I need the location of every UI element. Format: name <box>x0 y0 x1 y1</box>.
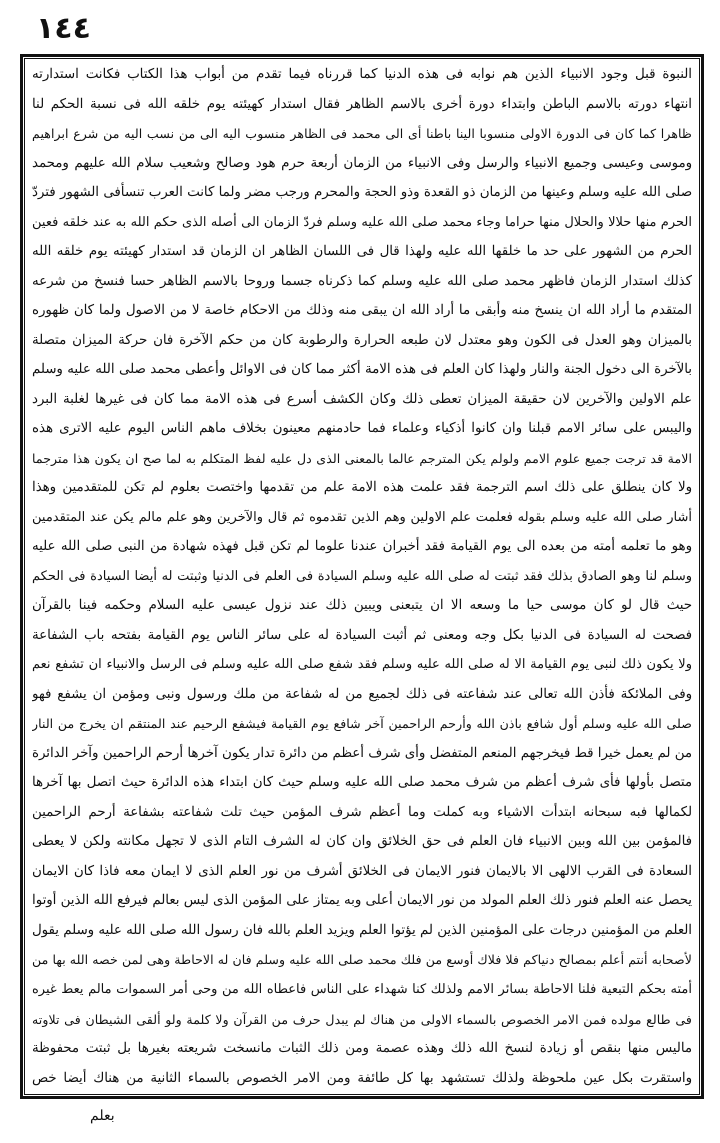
text-line: حيث قال لو كان موسى حيا ما وسعه الا ان يتبعنى ويبين ذلك عند نزول عيسى عليه السلام وحكمه فينا بالقرآن <box>32 598 692 614</box>
catchword: بعلم <box>90 1108 115 1124</box>
text-line: أشار صلى الله عليه وسلم بقوله فعلمت علم الاولين وهم الذين تقدموه ثم قال والآخرين وهو علم مالم يكن عند المتقدمين <box>32 509 692 525</box>
text-line: ولا كان ينطلق على ذلك اسم الترجمة فقد علمت هذه الامة علم من تقدمها واختصت بعلوم لم تكن للمتقدمين وهذا <box>32 480 692 496</box>
text-line: أمته بحكم التبعية فلنا الاحاطة بسائر الامم ولذلك كنا شهداء على الناس فاعطاه الله من وحى أمر السموات مالم يعط غيره <box>32 981 692 997</box>
text-line: صلى الله عليه وسلم أول شافع باذن الله وأرحم الراحمين آخر شافع يوم القيامة فيشفع الرحيم عند المنتقم ان يخرج من النار <box>32 716 692 732</box>
text-line: وسلم لنا وهو الصادق بذلك فقد ثبتت له صلى الله عليه وسلم السيادة فى العلم فى الدنيا وثبتت له أيضا السيادة فى الحكم <box>32 568 692 584</box>
text-line: العلم من المؤمنين درجات على المؤمنين الذين لم يؤتوا العلم ويزيد العلم بالله فان رسول الله صلى الله عليه وسلم يقول <box>32 922 692 938</box>
text-line: ظاهرا كما كان فى الدورة الاولى منسوبا الينا باطنا أى الى محمد فى الظاهر منسوب اليه الى من نسب اليه من شرع ابراهيم <box>32 126 692 142</box>
text-line: ولا يكون ذلك لنبى يوم القيامة الا له صلى الله عليه وسلم فقد شفع صلى الله عليه وسلم فى الرسل والانبياء ان تشفع نعم <box>32 657 692 673</box>
text-line: انتهاء دورته بالاسم الباطن وابتداء دورة أخرى بالاسم الظاهر فقال استدار كهيئته يوم خلقه الله فى نسبة الحكم لنا <box>32 96 692 112</box>
text-line: المتقدم ما أراد الله ان ينسخ منه وأبقى ما أراد الله ان يبقى منه وذلك من الاحكام خاصة لا من الاصول ولما كان ظهوره <box>32 303 692 319</box>
text-line: فصحت له السيادة فى الدنيا بكل وجه ومعنى ثم أثبت السيادة له على سائر الناس يوم القيامة بفتحه باب الشفاعة <box>32 627 692 643</box>
text-line: علم الاولين والآخرين لان حقيقة الميزان تعطى ذلك وكان الكشف أسرع فى هذه الامة مما كان فى غيرها لغلبة البرد <box>32 391 692 407</box>
text-line: وفى الملائكة فأذن الله تعالى عند شفاعته فى ذلك لجميع من له شفاعة من ملك ورسول ونبى ومؤمن ان يشفع فهو <box>32 686 692 702</box>
text-line: لأصحابه أنتم أعلم بمصالح دنياكم فلا فلاك أوسع من فلك محمد صلى الله عليه وسلم فان له الاحاطة وهى لمن خصه الله بها من <box>32 952 692 968</box>
text-line: بالآخرة الى دخول الجنة والنار ولهذا كان العلم فى هذه الامة أكثر مما كان فى الاوائل وأعطى محمد صلى الله عليه وسلم <box>32 362 692 378</box>
text-line: يحصل عنه العلم فنور ذلك العلم المولد من نور الايمان أعلى وبه يمتاز على المؤمن الذى ليس بعالم فيرفع الله الذين أوتوا <box>32 893 692 909</box>
text-line: كذلك استدار الزمان فاظهر محمد صلى الله عليه وسلم كما ذكرناه جسما وروحا بالاسم الظاهر حسا فنسخ من شرعه <box>32 273 692 289</box>
text-line: النبوة قبل وجود الانبياء الذين هم نوابه فى هذه الدنيا كما قررناه فيما تقدم من أبواب هذا الكتاب فكانت استدارته <box>32 67 692 82</box>
text-line: صلى الله عليه وسلم وعينها من الزمان ذو القعدة وذو الحجة والمحرم ورجب مضر ولما كانت العرب تنسأفى الشهور فتردّ <box>32 185 692 201</box>
text-line: الحرم من الشهور على حد ما خلقها الله عليه ولهذا قال فى اللسان الظاهر ان الزمان قد استدار كهيئته يوم خلقه الله <box>32 244 692 260</box>
text-line: بالميزان وهو العدل فى الكون وهو معتدل لان طبعه الحرارة والرطوبة كان من حكم الآخرة فان حركة الميزان متصلة <box>32 332 692 348</box>
text-line: واستقرت بكل عين ملحوظة ولذلك تستشهد بها كل طائفة ومن الامر الخصوص بالسماء الثانية من هناك أيضا خص <box>32 1070 692 1086</box>
text-line: فالمؤمن بين الله وبين الانبياء فان العلم فى حق الخلائق وان كان له الشرف التام الذى لا تجهل مكانته ولكن لا يعطى <box>32 834 692 850</box>
text-line: الحرم منها حلالا والحلال منها حراما وجاء محمد صلى الله عليه وسلم فردّ الزمان الى أصله الذى حكم الله به عند خلقه فعين <box>32 214 692 230</box>
text-line: السعادة فى القرب الالهى الا بالايمان فنور الايمان فى الخلائق أشرف من نور العلم الذى لا ايمان معه فاذا كان الايمان <box>32 863 692 879</box>
text-line: واليبس على سائر الامم قبلنا وان كانوا أذكياء وعلماء فما حادمنهم معينون بخلاف ماهم الناس اليوم عليه الاترى هذه <box>32 421 692 437</box>
text-line: متصل بأولها فأى شرف أعظم من شرف محمد صلى الله عليه وسلم حيث كان ابتداء هذه الدائرة حيث اتصل بها آخرها <box>32 775 692 791</box>
page-number: ١٤٤ <box>36 11 91 46</box>
text-line: الامة قد ترجت جميع علوم الامم ولولم يكن المترجم عالما بالمعنى الذى دل عليه لفظ المتكلم به لما صح ان يكون هذا مترجما <box>32 450 692 466</box>
text-line: لكمالها فبه سبحانه ابتدأت الاشياء وبه كملت وما أعظم شرف المؤمن حيث تلت شفاعته بشفاعة أرحم الراحمين <box>32 804 692 820</box>
text-line: من لم يعمل خيرا قط فيخرجهم المنعم المتفضل وأى شرف أعظم من دائرة تدار يكون آخرها أرحم الراحمين وآخر الدائرة <box>32 745 692 761</box>
text-line: وهو ما تعلمه أمته من بعده الى يوم القيامة فقد أخبران عندنا علوما لم تكن قبل فهذه شهادة من النبى صلى الله عليه <box>32 539 692 555</box>
text-line: وموسى وعيسى وجميع الانبياء والرسل وفى الانبياء من الزمان أربعة حرم هود وصالح وشعيب سلام الله عليهم ومحمد <box>32 155 692 171</box>
text-line: فى طالع مولده فمن الامر الخصوص بالسماء الاولى من هناك لم يبدل حرف من القرآن ولا كلمة ولو ألقى الشيطان فى تلاوته <box>32 1011 692 1027</box>
text-line: ماليس منها بنقص أو زيادة لنسخ الله ذلك وهذه عصمة ومن ذلك الثبات مانسخت شريعته بغيرها بل ثبتت محفوظة <box>32 1041 692 1057</box>
main-text-block <box>32 64 692 1090</box>
